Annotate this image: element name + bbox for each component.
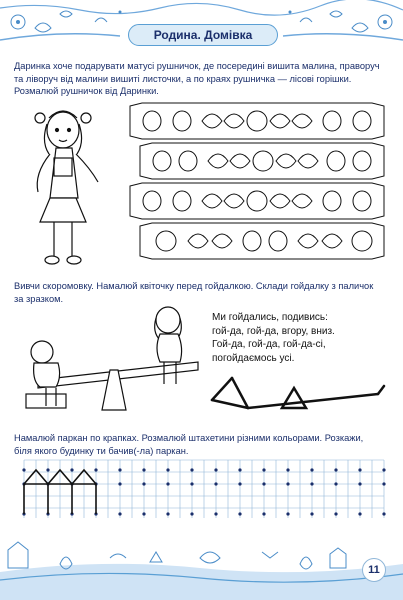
footer-decoration: [0, 528, 403, 600]
towel-3: [130, 183, 384, 219]
grid-dot: [310, 482, 313, 485]
grid-dot: [382, 482, 385, 485]
dragonfly-icon: [262, 552, 278, 558]
stick-seesaw-sample: [206, 368, 388, 420]
tongue-twister-poem: [212, 311, 335, 365]
grid-dot: [310, 512, 313, 515]
girl-illustration: [18, 104, 118, 274]
task1-line3: Розмалюй рушничок від Даринки.: [14, 86, 159, 97]
grid-dot: [118, 468, 121, 471]
grid-dot: [22, 468, 25, 471]
task1-line2: та ліворуч від малини вишиті листочки, а по краях рушничка — лісові горішки.: [14, 73, 352, 84]
towel-4: [140, 223, 384, 259]
task1-line1: Даринка хоче подарувати матусі рушничок, де посередині вишита малина, праворуч: [14, 61, 380, 71]
grid-dot: [238, 512, 241, 515]
grid-dot: [358, 512, 361, 515]
towels-illustration: [126, 100, 388, 270]
grid-dot: [310, 468, 313, 471]
grid-dot: [190, 482, 193, 485]
grid-dot: [70, 468, 73, 471]
task3-line2: біля якого будинку ти бачив(-ла) паркан.: [14, 445, 189, 456]
grid-dot: [382, 512, 385, 515]
seesaw-illustration: [18, 300, 204, 418]
towel-1: [130, 103, 384, 139]
grid-dot: [262, 468, 265, 471]
grid-dot: [142, 482, 145, 485]
fence-dot-grid: [12, 458, 392, 520]
grid-dot: [94, 468, 97, 471]
grid-dot: [190, 468, 193, 471]
task2-line1: Вивчи скоромовку. Намалюй квіточку перед гойдалкою. Склади гойдалку з паличок: [14, 281, 374, 291]
grid-dot: [214, 482, 217, 485]
grid-dot: [166, 512, 169, 515]
grid-dot: [214, 468, 217, 471]
grid-dot: [334, 468, 337, 471]
task3-text: [14, 432, 392, 457]
grid-dot: [118, 482, 121, 485]
grid-dot: [46, 468, 49, 471]
grid-dot: [286, 512, 289, 515]
grid-dot: [358, 468, 361, 471]
grid-dot: [166, 468, 169, 471]
grid-dot: [334, 512, 337, 515]
grid-dot: [382, 468, 385, 471]
grid-dot: [214, 512, 217, 515]
grid-dot: [142, 512, 145, 515]
grid-dot: [142, 468, 145, 471]
grid-dot: [166, 482, 169, 485]
page-number: 11: [362, 558, 386, 582]
house-icon: [8, 542, 28, 568]
grid-dot: [334, 482, 337, 485]
poem-line3: Гой-да, гой-да, гой-да-сі,: [212, 339, 326, 351]
task2-line2: за зразком.: [14, 293, 64, 304]
grid-dot: [262, 482, 265, 485]
page-title: Родина. Домівка: [128, 24, 278, 46]
grid-dot: [286, 468, 289, 471]
poem-line4: погойдаємось усі.: [212, 352, 295, 364]
grid-dot: [238, 482, 241, 485]
task1-text: [14, 60, 392, 98]
cat-icon: [200, 552, 220, 563]
grid-dot: [286, 482, 289, 485]
grid-dot: [358, 482, 361, 485]
grid-dot: [118, 512, 121, 515]
grid-dot: [262, 512, 265, 515]
poem-line1: Ми гойдались, подивись:: [212, 312, 328, 323]
grid-dot: [190, 512, 193, 515]
grid-dot: [238, 468, 241, 471]
task3-line1: Намалюй паркан по крапках. Розмалюй штахетини різними кольорами. Розкажи,: [14, 433, 364, 443]
towel-2: [140, 143, 384, 179]
poem-line2: гой-да, гой-да, вгору, вниз.: [212, 325, 335, 337]
